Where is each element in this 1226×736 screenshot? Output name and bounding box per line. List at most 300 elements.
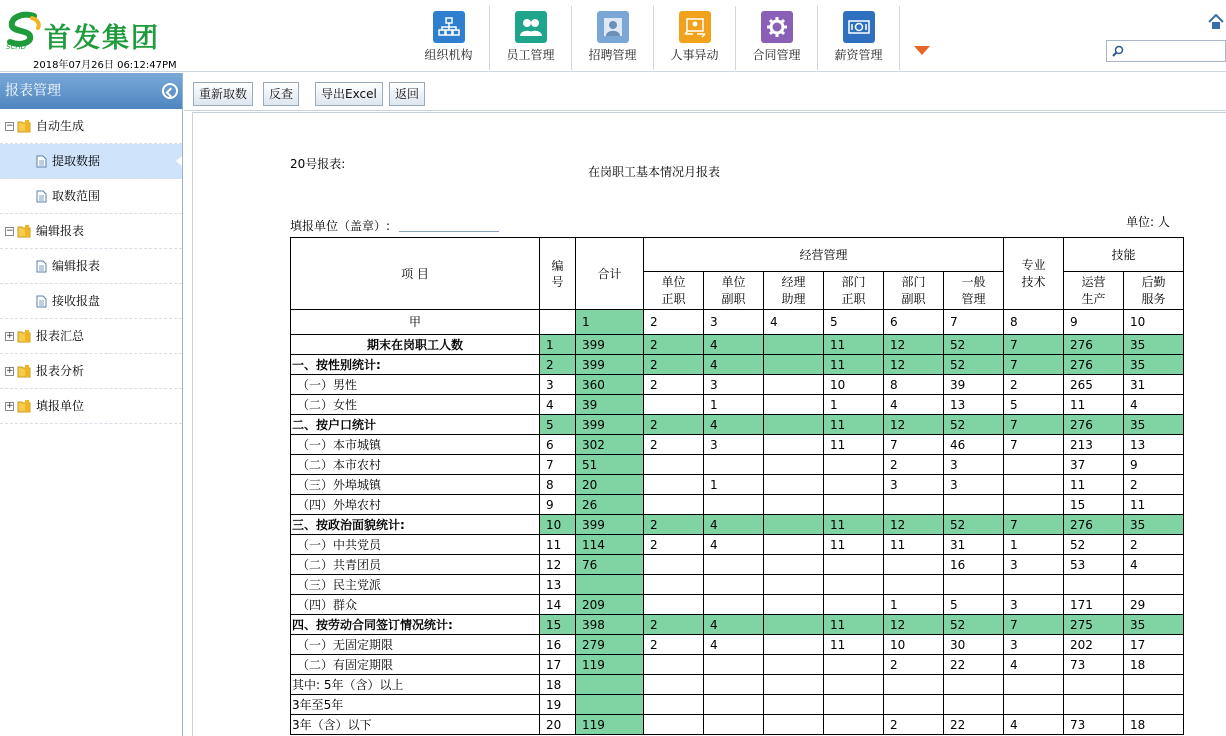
table-row bbox=[291, 415, 1184, 435]
data-cell[interactable]: 12 bbox=[884, 335, 944, 355]
data-cell[interactable]: 11 bbox=[824, 535, 884, 555]
sidebar-item[interactable] bbox=[0, 144, 182, 179]
data-cell[interactable] bbox=[824, 655, 884, 675]
header-mgmt-col: 部门正职 bbox=[824, 272, 884, 310]
data-cell[interactable]: 2 bbox=[884, 655, 944, 675]
data-cell[interactable]: 12 bbox=[884, 615, 944, 635]
data-cell[interactable] bbox=[704, 495, 764, 515]
row-number: 13 bbox=[540, 575, 576, 595]
index-cell: 1 bbox=[576, 310, 644, 335]
row-label: 二、按户口统计 bbox=[291, 415, 540, 435]
sidebar bbox=[0, 73, 183, 736]
data-cell[interactable]: 302 bbox=[576, 435, 644, 455]
data-cell[interactable] bbox=[644, 655, 704, 675]
header-item: 项 目 bbox=[291, 238, 540, 310]
data-cell[interactable]: 2 bbox=[644, 355, 704, 375]
data-cell[interactable]: 11 bbox=[884, 535, 944, 555]
header-tech: 专业技术 bbox=[1004, 238, 1064, 310]
data-cell[interactable]: 46 bbox=[944, 435, 1004, 455]
folder-icon bbox=[17, 329, 31, 343]
data-cell[interactable] bbox=[764, 575, 824, 595]
sidebar-item[interactable] bbox=[0, 179, 182, 214]
index-cell: 7 bbox=[944, 310, 1004, 335]
data-cell[interactable]: 15 bbox=[1064, 495, 1124, 515]
data-cell[interactable]: 279 bbox=[576, 635, 644, 655]
document-icon bbox=[36, 295, 47, 308]
row-label: 一、按性别统计: bbox=[291, 355, 540, 375]
data-cell[interactable]: 52 bbox=[944, 515, 1004, 535]
data-cell[interactable] bbox=[764, 695, 824, 715]
header-mgmt-col: 经理助理 bbox=[764, 272, 824, 310]
report-code: 20号报表: bbox=[290, 157, 346, 171]
data-cell[interactable]: 1 bbox=[704, 475, 764, 495]
data-cell[interactable]: 52 bbox=[944, 415, 1004, 435]
data-cell[interactable]: 12 bbox=[884, 415, 944, 435]
nav-label: 薪资管理 bbox=[834, 48, 883, 62]
data-cell[interactable]: 2 bbox=[1004, 375, 1064, 395]
data-cell[interactable]: 399 bbox=[576, 335, 644, 355]
row-number: 5 bbox=[540, 415, 576, 435]
table-row bbox=[291, 375, 1184, 395]
row-label: （一）男性 bbox=[291, 375, 540, 395]
row-label: 其中: 5年（含）以上 bbox=[291, 675, 540, 695]
sidebar-item-label: 编辑报表 bbox=[36, 224, 85, 238]
nav-item-org[interactable] bbox=[408, 6, 490, 70]
row-number: 17 bbox=[540, 655, 576, 675]
data-cell[interactable]: 7 bbox=[884, 435, 944, 455]
data-cell[interactable]: 2 bbox=[1124, 475, 1184, 495]
data-cell[interactable]: 52 bbox=[1064, 535, 1124, 555]
data-cell[interactable] bbox=[644, 715, 704, 735]
data-cell[interactable]: 16 bbox=[944, 555, 1004, 575]
data-cell[interactable]: 20 bbox=[576, 475, 644, 495]
data-cell[interactable]: 26 bbox=[576, 495, 644, 515]
data-cell[interactable]: 3 bbox=[1004, 555, 1064, 575]
data-cell[interactable] bbox=[824, 575, 884, 595]
data-cell[interactable] bbox=[644, 695, 704, 715]
data-cell[interactable]: 73 bbox=[1064, 715, 1124, 735]
logo-text: 首发集团 bbox=[44, 23, 160, 54]
data-cell[interactable]: 276 bbox=[1064, 415, 1124, 435]
row-number: 1 bbox=[540, 335, 576, 355]
data-cell[interactable] bbox=[1124, 675, 1184, 695]
data-cell[interactable]: 35 bbox=[1124, 515, 1184, 535]
data-cell[interactable] bbox=[644, 675, 704, 695]
data-cell[interactable]: 276 bbox=[1064, 335, 1124, 355]
data-cell[interactable] bbox=[764, 515, 824, 535]
data-cell[interactable]: 11 bbox=[1064, 395, 1124, 415]
table-row bbox=[291, 555, 1184, 575]
header-no: 编号 bbox=[540, 238, 576, 310]
money-icon bbox=[843, 11, 875, 43]
data-cell[interactable]: 4 bbox=[1004, 715, 1064, 735]
data-cell[interactable] bbox=[576, 575, 644, 595]
data-cell[interactable]: 2 bbox=[644, 435, 704, 455]
nav-item-contract[interactable] bbox=[736, 6, 818, 70]
data-cell[interactable]: 171 bbox=[1064, 595, 1124, 615]
data-cell[interactable]: 30 bbox=[944, 635, 1004, 655]
data-cell[interactable] bbox=[704, 555, 764, 575]
data-cell[interactable]: 360 bbox=[576, 375, 644, 395]
data-cell[interactable] bbox=[1004, 495, 1064, 515]
data-cell[interactable]: 4 bbox=[1004, 655, 1064, 675]
row-number: 9 bbox=[540, 495, 576, 515]
data-cell[interactable] bbox=[1064, 675, 1124, 695]
folder-icon bbox=[17, 364, 31, 378]
data-cell[interactable]: 2 bbox=[884, 715, 944, 735]
data-cell[interactable] bbox=[764, 675, 824, 695]
data-cell[interactable] bbox=[1064, 695, 1124, 715]
data-cell[interactable]: 7 bbox=[1004, 435, 1064, 455]
data-cell[interactable]: 2 bbox=[644, 335, 704, 355]
top-nav bbox=[408, 6, 900, 70]
data-cell[interactable]: 8 bbox=[884, 375, 944, 395]
sidebar-item[interactable] bbox=[0, 284, 182, 319]
data-cell[interactable]: 11 bbox=[1064, 475, 1124, 495]
data-cell[interactable]: 202 bbox=[1064, 635, 1124, 655]
data-cell[interactable]: 3 bbox=[944, 455, 1004, 475]
data-cell[interactable]: 39 bbox=[944, 375, 1004, 395]
data-cell[interactable] bbox=[644, 455, 704, 475]
data-cell[interactable]: 7 bbox=[1004, 335, 1064, 355]
report-title: 在岗职工基本情况月报表 bbox=[588, 165, 721, 179]
data-cell[interactable] bbox=[576, 695, 644, 715]
row-label: （二）本市农村 bbox=[291, 455, 540, 475]
index-cell: 9 bbox=[1064, 310, 1124, 335]
data-cell[interactable]: 29 bbox=[1124, 595, 1184, 615]
data-cell[interactable]: 18 bbox=[1124, 715, 1184, 735]
data-cell[interactable]: 7 bbox=[1004, 355, 1064, 375]
table-row bbox=[291, 655, 1184, 675]
data-cell[interactable]: 5 bbox=[944, 595, 1004, 615]
data-cell[interactable] bbox=[704, 655, 764, 675]
data-cell[interactable] bbox=[644, 495, 704, 515]
data-cell[interactable]: 31 bbox=[944, 535, 1004, 555]
data-cell[interactable] bbox=[644, 595, 704, 615]
data-cell[interactable]: 119 bbox=[576, 715, 644, 735]
data-cell[interactable] bbox=[764, 555, 824, 575]
expand-icon[interactable]: + bbox=[6, 331, 14, 341]
data-cell[interactable]: 276 bbox=[1064, 355, 1124, 375]
data-cell[interactable] bbox=[764, 655, 824, 675]
data-cell[interactable]: 11 bbox=[824, 635, 884, 655]
folder-icon bbox=[17, 119, 31, 133]
data-cell[interactable]: 4 bbox=[704, 415, 764, 435]
data-cell[interactable]: 11 bbox=[824, 415, 884, 435]
data-cell[interactable] bbox=[884, 495, 944, 515]
data-cell[interactable] bbox=[764, 595, 824, 615]
data-cell[interactable] bbox=[644, 555, 704, 575]
data-cell[interactable] bbox=[1004, 575, 1064, 595]
data-cell[interactable] bbox=[764, 455, 824, 475]
data-cell[interactable]: 2 bbox=[644, 375, 704, 395]
nav-label: 合同管理 bbox=[752, 48, 801, 62]
sidebar-item-label: 提取数据 bbox=[52, 154, 101, 168]
data-cell[interactable] bbox=[884, 575, 944, 595]
sidebar-item[interactable] bbox=[0, 354, 182, 389]
active-pointer-icon bbox=[176, 156, 182, 166]
data-cell[interactable]: 4 bbox=[704, 615, 764, 635]
row-label: （一）中共党员 bbox=[291, 535, 540, 555]
data-cell[interactable]: 276 bbox=[1064, 515, 1124, 535]
data-cell[interactable]: 35 bbox=[1124, 355, 1184, 375]
data-cell[interactable] bbox=[704, 695, 764, 715]
data-cell[interactable]: 2 bbox=[884, 455, 944, 475]
data-cell[interactable]: 119 bbox=[576, 655, 644, 675]
data-cell[interactable]: 10 bbox=[824, 375, 884, 395]
data-cell[interactable]: 399 bbox=[576, 515, 644, 535]
data-cell[interactable]: 213 bbox=[1064, 435, 1124, 455]
data-cell[interactable] bbox=[824, 715, 884, 735]
data-cell[interactable] bbox=[824, 675, 884, 695]
data-cell[interactable]: 10 bbox=[884, 635, 944, 655]
data-cell[interactable] bbox=[884, 675, 944, 695]
data-cell[interactable] bbox=[1124, 575, 1184, 595]
reverse-lookup-button[interactable]: 反查 bbox=[263, 82, 299, 106]
data-cell[interactable] bbox=[764, 475, 824, 495]
data-cell[interactable]: 35 bbox=[1124, 335, 1184, 355]
data-cell[interactable]: 12 bbox=[884, 515, 944, 535]
row-number: 19 bbox=[540, 695, 576, 715]
collapse-sidebar-icon[interactable] bbox=[162, 83, 178, 99]
report-table bbox=[290, 237, 1184, 735]
collapse-icon[interactable]: − bbox=[6, 226, 14, 236]
row-label: （二）女性 bbox=[291, 395, 540, 415]
sidebar-item-label: 自动生成 bbox=[36, 119, 85, 133]
sidebar-item[interactable] bbox=[0, 109, 182, 144]
data-cell[interactable] bbox=[704, 455, 764, 475]
data-cell[interactable]: 51 bbox=[576, 455, 644, 475]
data-cell[interactable] bbox=[884, 695, 944, 715]
data-cell[interactable] bbox=[764, 335, 824, 355]
data-cell[interactable]: 76 bbox=[576, 555, 644, 575]
data-cell[interactable]: 2 bbox=[644, 535, 704, 555]
data-cell[interactable] bbox=[644, 395, 704, 415]
data-cell[interactable] bbox=[1064, 575, 1124, 595]
svg-text:SCHD: SCHD bbox=[6, 43, 26, 50]
header-skill-col: 运营生产 bbox=[1064, 272, 1124, 310]
data-cell[interactable] bbox=[884, 555, 944, 575]
data-cell[interactable] bbox=[1004, 695, 1064, 715]
search-icon[interactable] bbox=[1112, 45, 1124, 57]
data-cell[interactable] bbox=[764, 375, 824, 395]
data-cell[interactable]: 3 bbox=[884, 475, 944, 495]
data-cell[interactable]: 1 bbox=[704, 395, 764, 415]
sidebar-item[interactable] bbox=[0, 249, 182, 284]
header-mgmt-col: 一般管理 bbox=[944, 272, 1004, 310]
data-cell[interactable] bbox=[764, 495, 824, 515]
data-cell[interactable] bbox=[764, 435, 824, 455]
data-cell[interactable] bbox=[764, 415, 824, 435]
data-cell[interactable]: 11 bbox=[824, 355, 884, 375]
data-cell[interactable] bbox=[704, 575, 764, 595]
data-cell[interactable] bbox=[824, 695, 884, 715]
data-cell[interactable] bbox=[944, 575, 1004, 595]
data-cell[interactable] bbox=[704, 715, 764, 735]
report-content bbox=[192, 112, 1226, 736]
expand-icon[interactable]: + bbox=[6, 366, 14, 376]
data-cell[interactable]: 3 bbox=[1004, 635, 1064, 655]
data-cell[interactable] bbox=[704, 675, 764, 695]
data-cell[interactable]: 4 bbox=[704, 535, 764, 555]
data-cell[interactable]: 11 bbox=[824, 615, 884, 635]
data-cell[interactable]: 1 bbox=[1004, 535, 1064, 555]
data-cell[interactable]: 2 bbox=[644, 635, 704, 655]
data-cell[interactable]: 3 bbox=[944, 475, 1004, 495]
sidebar-item-label: 报表汇总 bbox=[36, 329, 85, 343]
data-cell[interactable] bbox=[824, 595, 884, 615]
data-cell[interactable] bbox=[1124, 695, 1184, 715]
data-cell[interactable] bbox=[1004, 455, 1064, 475]
company-logo bbox=[4, 10, 184, 58]
collapse-icon[interactable]: − bbox=[6, 121, 14, 131]
nav-item-staff[interactable] bbox=[490, 6, 572, 70]
data-cell[interactable]: 265 bbox=[1064, 375, 1124, 395]
data-cell[interactable] bbox=[764, 615, 824, 635]
data-cell[interactable]: 275 bbox=[1064, 615, 1124, 635]
data-cell[interactable]: 4 bbox=[704, 335, 764, 355]
data-cell[interactable]: 399 bbox=[576, 415, 644, 435]
table-row bbox=[291, 395, 1184, 415]
data-cell[interactable] bbox=[764, 715, 824, 735]
data-cell[interactable] bbox=[1004, 475, 1064, 495]
data-cell[interactable]: 2 bbox=[1124, 535, 1184, 555]
data-cell[interactable] bbox=[644, 575, 704, 595]
data-cell[interactable]: 53 bbox=[1064, 555, 1124, 575]
document-icon bbox=[36, 190, 47, 203]
data-cell[interactable]: 9 bbox=[1124, 455, 1184, 475]
header-mgmt-col: 单位副职 bbox=[704, 272, 764, 310]
data-cell[interactable]: 114 bbox=[576, 535, 644, 555]
data-cell[interactable]: 11 bbox=[1124, 495, 1184, 515]
data-cell[interactable] bbox=[764, 395, 824, 415]
data-cell[interactable]: 2 bbox=[644, 415, 704, 435]
data-cell[interactable] bbox=[824, 475, 884, 495]
row-number: 16 bbox=[540, 635, 576, 655]
data-cell[interactable]: 52 bbox=[944, 355, 1004, 375]
data-cell[interactable]: 73 bbox=[1064, 655, 1124, 675]
row-number: 8 bbox=[540, 475, 576, 495]
filing-unit-label: 填报单位（盖章）: bbox=[290, 219, 391, 233]
filing-unit-field[interactable] bbox=[399, 231, 499, 232]
sidebar-tree bbox=[0, 109, 182, 424]
row-number: 3 bbox=[540, 375, 576, 395]
return-button[interactable]: 返回 bbox=[389, 82, 425, 106]
data-cell[interactable]: 3 bbox=[704, 375, 764, 395]
data-cell[interactable]: 35 bbox=[1124, 415, 1184, 435]
data-cell[interactable]: 2 bbox=[644, 515, 704, 535]
data-cell[interactable]: 398 bbox=[576, 615, 644, 635]
data-cell[interactable]: 5 bbox=[1004, 395, 1064, 415]
nav-item-recruit[interactable] bbox=[572, 6, 654, 70]
data-cell[interactable]: 7 bbox=[1004, 515, 1064, 535]
export-excel-button[interactable]: 导出Excel bbox=[315, 82, 383, 106]
data-cell[interactable] bbox=[824, 455, 884, 475]
data-cell[interactable] bbox=[824, 555, 884, 575]
data-cell[interactable]: 22 bbox=[944, 715, 1004, 735]
refetch-button[interactable]: 重新取数 bbox=[193, 82, 253, 106]
data-cell[interactable]: 52 bbox=[944, 335, 1004, 355]
search-input[interactable] bbox=[1129, 43, 1224, 59]
data-cell[interactable]: 1 bbox=[824, 395, 884, 415]
sidebar-item-label: 编辑报表 bbox=[52, 259, 101, 273]
data-cell[interactable]: 13 bbox=[1124, 435, 1184, 455]
data-cell[interactable] bbox=[944, 675, 1004, 695]
data-cell[interactable] bbox=[704, 595, 764, 615]
row-number: 6 bbox=[540, 435, 576, 455]
home-icon[interactable] bbox=[1208, 14, 1224, 30]
data-cell[interactable] bbox=[764, 355, 824, 375]
row-label: 3年至5年 bbox=[291, 695, 540, 715]
data-cell[interactable]: 3 bbox=[704, 435, 764, 455]
nav-more-dropdown-icon[interactable] bbox=[914, 46, 930, 55]
expand-icon[interactable]: + bbox=[6, 401, 14, 411]
index-cell: 甲 bbox=[291, 310, 540, 335]
data-cell[interactable]: 18 bbox=[1124, 655, 1184, 675]
row-number: 10 bbox=[540, 515, 576, 535]
data-cell[interactable]: 399 bbox=[576, 355, 644, 375]
data-cell[interactable]: 31 bbox=[1124, 375, 1184, 395]
data-cell[interactable]: 1 bbox=[884, 595, 944, 615]
data-cell[interactable]: 22 bbox=[944, 655, 1004, 675]
data-cell[interactable]: 11 bbox=[824, 515, 884, 535]
data-cell[interactable]: 7 bbox=[1004, 615, 1064, 635]
data-cell[interactable] bbox=[1004, 675, 1064, 695]
data-cell[interactable]: 13 bbox=[944, 395, 1004, 415]
data-cell[interactable]: 35 bbox=[1124, 615, 1184, 635]
data-cell[interactable]: 3 bbox=[1004, 595, 1064, 615]
data-cell[interactable] bbox=[944, 495, 1004, 515]
data-cell[interactable]: 52 bbox=[944, 615, 1004, 635]
data-cell[interactable]: 11 bbox=[824, 335, 884, 355]
data-cell[interactable]: 4 bbox=[884, 395, 944, 415]
data-cell[interactable]: 11 bbox=[824, 435, 884, 455]
data-cell[interactable]: 12 bbox=[884, 355, 944, 375]
data-cell[interactable] bbox=[764, 635, 824, 655]
current-datetime: 2018年07月26日 06:12:47PM bbox=[33, 60, 177, 71]
header-mgmt-col: 单位正职 bbox=[644, 272, 704, 310]
org-chart-icon bbox=[433, 11, 465, 43]
row-label: 三、按政治面貌统计: bbox=[291, 515, 540, 535]
data-cell[interactable] bbox=[644, 475, 704, 495]
data-cell[interactable]: 37 bbox=[1064, 455, 1124, 475]
data-cell[interactable]: 4 bbox=[1124, 395, 1184, 415]
data-cell[interactable] bbox=[764, 535, 824, 555]
sidebar-item[interactable] bbox=[0, 319, 182, 354]
sidebar-item[interactable] bbox=[0, 214, 182, 249]
nav-item-salary[interactable] bbox=[818, 6, 900, 70]
sidebar-item[interactable] bbox=[0, 389, 182, 424]
data-cell[interactable]: 2 bbox=[644, 615, 704, 635]
data-cell[interactable]: 209 bbox=[576, 595, 644, 615]
data-cell[interactable] bbox=[824, 495, 884, 515]
data-cell[interactable]: 39 bbox=[576, 395, 644, 415]
data-cell[interactable] bbox=[576, 675, 644, 695]
row-label: （二）共青团员 bbox=[291, 555, 540, 575]
data-cell[interactable]: 17 bbox=[1124, 635, 1184, 655]
table-row bbox=[291, 615, 1184, 635]
data-cell[interactable]: 4 bbox=[704, 635, 764, 655]
nav-item-transfer[interactable] bbox=[654, 6, 736, 70]
data-cell[interactable]: 4 bbox=[704, 355, 764, 375]
data-cell[interactable] bbox=[944, 695, 1004, 715]
data-cell[interactable]: 4 bbox=[704, 515, 764, 535]
header-total: 合计 bbox=[576, 238, 644, 310]
data-cell[interactable]: 7 bbox=[1004, 415, 1064, 435]
nav-label: 人事异动 bbox=[670, 48, 719, 62]
data-cell[interactable]: 4 bbox=[1124, 555, 1184, 575]
row-label: 3年（含）以下 bbox=[291, 715, 540, 735]
